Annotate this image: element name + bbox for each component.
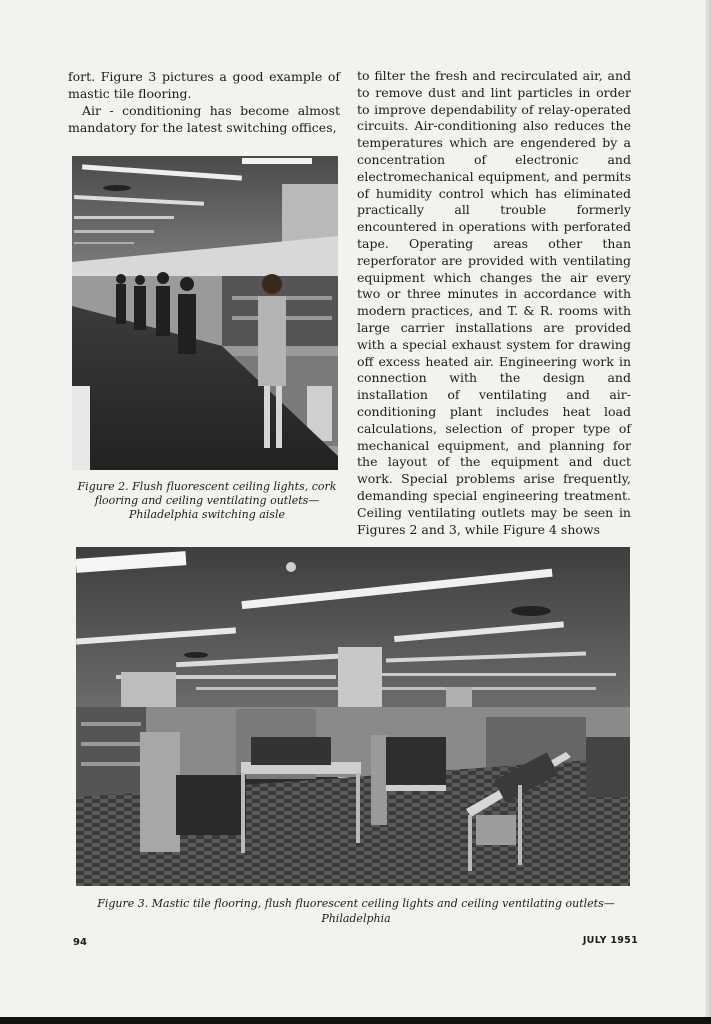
page-number: 94 [73, 937, 87, 948]
figure-2-caption: Figure 2. Flush fluorescent ceiling lights, cork flooring and ceiling ventilating outlets— Philadelphia switching aisle [77, 480, 337, 521]
left-paragraph-1: fort. Figure 3 pictures a good example of mastic tile flooring. [68, 69, 340, 101]
figure-3-photo [76, 547, 630, 886]
left-column [68, 68, 340, 136]
right-column: to filter the fresh and recirculated air, and to remove dust and lint particles in order to improve dependability of relay-operated circuits. Air-conditioning also reduces the temperatures which are engendered by a concentration of electronic and electromechanical equipment, and permits of humidity control which has eliminated practically all trouble formerly encountered in operations with perforated tape. Operating areas other than reperforator are provided with ventilating equipment which changes the air every two or three minutes in accordance with modern practices, and T. & R. rooms with large carrier installations are provided with a special exhaust system for drawing off excess heated air. Engineering work in connection with the design and installation of ventilating and air-conditioning plant includes heat load calculations, selection of proper type of mechanical equipment, and planning for the layout of the equipment and duct work. Special problems arise frequently, demanding special engineering treatment. Ceiling ventilating outlets may be seen in Figures 2 and 3, while Figure 4 shows [357, 68, 631, 537]
left-paragraph-2: Air - conditioning has become almost mandatory for the latest switching offices, [68, 103, 340, 135]
scan-bottom-edge [0, 1017, 711, 1024]
page-edge [705, 0, 711, 1024]
figure-3-caption: Figure 3. Mastic tile flooring, flush fluorescent ceiling lights and ceiling ventilating outlets—Philadelphia [97, 897, 615, 925]
figure-2-photo [72, 156, 338, 470]
issue-date: JULY 1951 [582, 935, 638, 946]
